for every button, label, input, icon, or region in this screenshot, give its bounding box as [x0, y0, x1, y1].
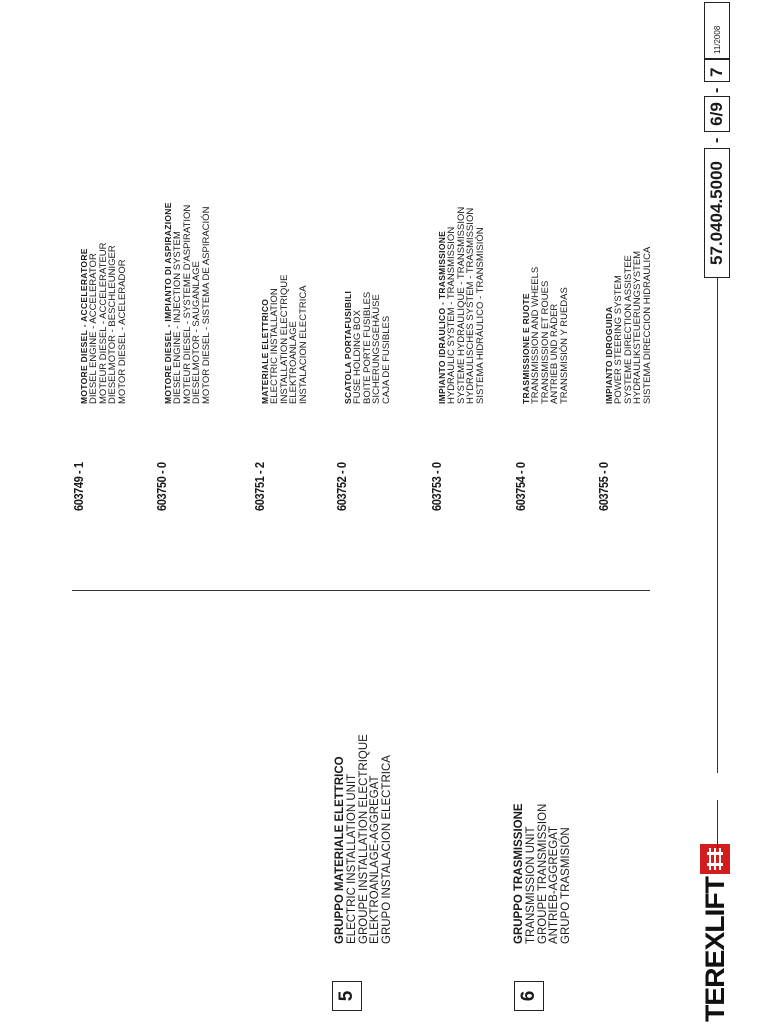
group-title: GRUPPO TRASMISSIONE [513, 803, 525, 944]
group-line: ELECTRIC INSTALLATION UNIT [345, 773, 358, 944]
entry-line: TRANSMISSION ET ROUES [539, 280, 551, 404]
entry-code: 603755 - 0 [596, 462, 611, 511]
entry-title: MOTORE DIESEL - IMPIANTO DI ASPIRAZIONE [163, 202, 173, 404]
entry-line: SISTEMA DIRECCION HIDRAULICA [641, 246, 653, 404]
group-line: GRUPO INSTALACION ELECTRICA [381, 755, 394, 944]
group-number: 6 [518, 990, 539, 1002]
page-number: 6/9 [707, 102, 726, 126]
entry-line: ELEKTROANLAGE [288, 321, 300, 404]
entry-title: MOTORE DIESEL - ACCELERATORE [79, 248, 89, 404]
entry-description [522, 267, 569, 404]
entry-description [80, 242, 127, 404]
entry-line: DIESELMOTOR - BESCHLEUNIGER [107, 245, 119, 404]
entry-line: HYDRAULIKSTEUERUNGSYSTEM [632, 250, 644, 404]
entry-line: POWER STEERING SYSTEM [613, 275, 625, 404]
entry-title: TRASMISSIONE E RUOTE [521, 293, 531, 404]
entry-code: 603749 - 1 [71, 462, 86, 511]
entry-code: 603752 - 0 [334, 462, 349, 511]
terexlift-logo [700, 844, 730, 1022]
entry-title: IMPIANTO IDRAULICO - TRASMISSIONE [437, 230, 447, 404]
entry-title: SCATOLA PORTAFUSIBILI [343, 290, 353, 404]
doc-number-box [704, 148, 730, 278]
logo-wordmark: TEREXLIFT [700, 877, 730, 1022]
group-line: GRUPO TRASMISIÓN [560, 827, 573, 944]
entry-title: MATERIALE ELETTRICO [260, 298, 270, 404]
entry-line: SICHERUNGSGEHÄUSE [371, 294, 383, 404]
entry-line: MOTEUR DIESEL - SYSTEME D'ASPIRATION [181, 204, 193, 404]
group-number-box [332, 981, 362, 1011]
group-number-box [514, 981, 544, 1011]
entry-title: IMPIANTO IDROGUIDA [604, 306, 614, 404]
entry-line: TRANSMISIÓN Y RUEDAS [558, 287, 570, 404]
entry-line: CAJA DE FUSIBLES [380, 315, 392, 404]
entry-line: TRANSMISSION AND WHEELS [530, 266, 542, 404]
revision-number: 7 [707, 67, 726, 77]
entry-description [605, 247, 652, 404]
group-number: 5 [336, 990, 357, 1002]
entry-line: INSTALLATION ELECTRIQUE [278, 274, 290, 404]
page-number-box [704, 96, 730, 132]
entry-line: MOTOR DIESEL - ACELERADOR [116, 259, 128, 404]
group-line: GROUPE TRANSMISSION [536, 803, 549, 944]
group-description [514, 803, 573, 944]
footer-separator: - [708, 137, 725, 143]
doc-number: 57.0404.5000 [707, 161, 726, 265]
entry-line: ELECTRIC INSTALLATION [269, 288, 281, 404]
entry-line: DIESELMOTOR - SAUGANLAGE [191, 261, 203, 404]
entry-line: ANTRIEB UND RÄDER [549, 303, 561, 404]
column-divider [72, 590, 650, 591]
group-title: GRUPPO MATERIALE ELETTRICO [334, 756, 346, 944]
entry-line: SYSTEME HYDRAULIQUE - TRANSMISSION [455, 206, 467, 404]
entry-line: MOTEUR DIESEL - ACCELERATEUR [97, 242, 109, 404]
entry-code: 603751 - 2 [252, 462, 267, 511]
entry-description [261, 274, 308, 404]
entry-line: SISTEMA HIDRÁULICO - TRANSMISIÓN [474, 227, 486, 404]
entry-line: SYSTEME DIRECTION ASSISTEE [622, 255, 634, 404]
logo-emblem-icon [700, 844, 730, 874]
entry-line: MOTOR DIESEL - SISTEMA DE ASPIRACIÓN [200, 206, 212, 404]
entry-line: HYDRAULISCHES SYSTEM - TRASMISSION [465, 207, 477, 404]
entry-description [344, 291, 391, 404]
footer-rule-right [717, 278, 718, 773]
revision-box [704, 2, 730, 82]
footer-separator: - [708, 87, 725, 93]
entry-code: 603753 - 0 [429, 462, 444, 511]
entry-line: DIESEL ENGINE - INJECTION SYSTEM [172, 231, 184, 404]
entry-line: BOITE PORTE FUSIBLES [361, 291, 373, 404]
revision-date: 11/2008 [712, 25, 722, 55]
footer-rule-left [717, 800, 718, 848]
entry-line: FUSE HOLDING BOX [352, 310, 364, 404]
group-description [335, 734, 394, 944]
entry-line: DIESEL ENGINE - ACCELERATOR [88, 253, 100, 404]
group-line: GROUPE INSTALLATION ELECTRIQUE [357, 734, 370, 944]
entry-code: 603750 - 0 [154, 462, 169, 511]
entry-line: INSTALACION ELECTRICA [297, 285, 309, 404]
entry-description [164, 202, 211, 404]
group-line: ANTRIEB-AGGREGAT [548, 826, 561, 944]
entry-description [438, 207, 485, 404]
group-line: TRANSMISSION UNIT [524, 826, 537, 944]
entry-code: 603754 - 0 [513, 462, 528, 511]
group-line: ELEKTROANLAGE-AGGREGAT [369, 775, 382, 944]
entry-line: HYDRAULIC SYSTEM - TRANSMISSION [446, 226, 458, 404]
